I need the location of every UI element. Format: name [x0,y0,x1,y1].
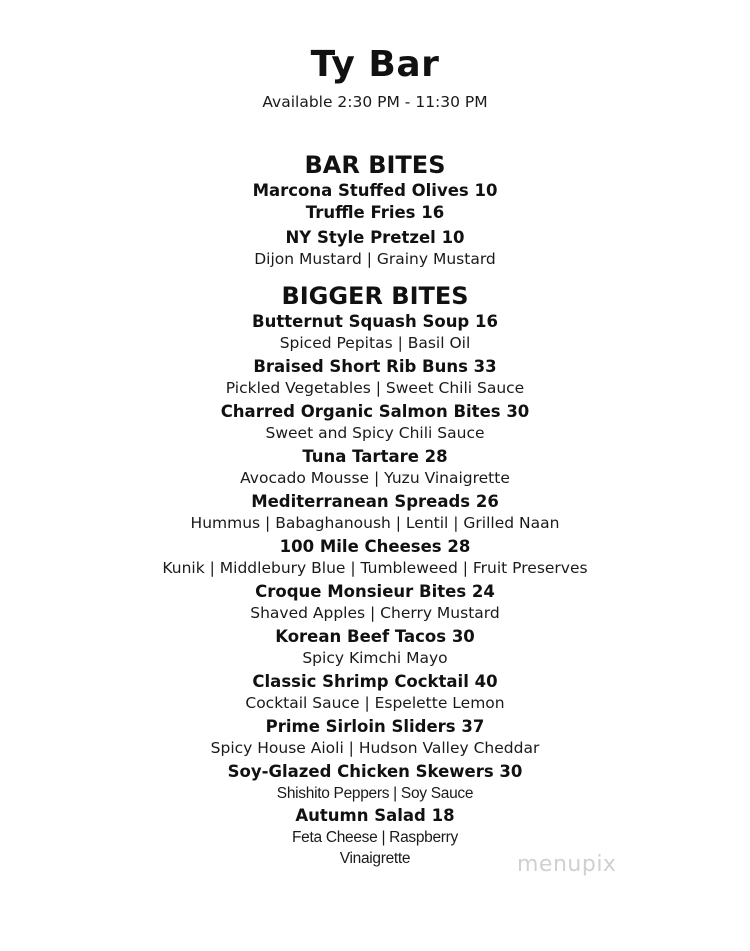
menu-item-description: Sweet and Spicy Chili Sauce [265,424,485,442]
section-title-bigger-bites: BIGGER BITES [281,282,469,310]
menu-item-name: Mediterranean Spreads 26 [251,492,499,511]
menu-item-name: Braised Short Rib Buns 33 [253,357,497,376]
menu-item-name: NY Style Pretzel 10 [285,228,465,247]
menu-item-name: Soy-Glazed Chicken Skewers 30 [227,762,523,781]
menu-item-description: Spicy Kimchi Mayo [302,649,448,667]
availability-hours: Available 2:30 PM - 11:30 PM [262,93,488,111]
menu-item-description: Spicy House Aioli | Hudson Valley Cheddar [210,739,540,757]
menu-item-description: Shishito Peppers | Soy Sauce [276,785,474,802]
menu-item-name: Butternut Squash Soup 16 [252,312,498,331]
menu-item-description: Avocado Mousse | Yuzu Vinaigrette [240,469,510,487]
menu-item-description-continued: Vinaigrette [339,850,411,867]
menu-item-name: Prime Sirloin Sliders 37 [265,717,485,736]
menu-item-name: Croque Monsieur Bites 24 [255,582,495,601]
menu-item-description: Cocktail Sauce | Espelette Lemon [245,694,505,712]
menu-item-name: Tuna Tartare 28 [302,447,448,466]
menu-item-description: Hummus | Babaghanoush | Lentil | Grilled Naan [190,514,560,532]
section-title-bar-bites: BAR BITES [304,151,446,179]
menu-item-description: Kunik | Middlebury Blue | Tumbleweed | Fruit Preserves [162,559,588,577]
menu-item-name: Marcona Stuffed Olives 10 [252,181,498,200]
section-bar-bites [0,150,750,269]
menu-item-name: 100 Mile Cheeses 28 [279,537,471,556]
section-bigger-bites [0,281,750,869]
menu-item-name: Charred Organic Salmon Bites 30 [220,402,530,421]
menu-item-description: Dijon Mustard | Grainy Mustard [254,250,496,268]
menu-item-name: Korean Beef Tacos 30 [275,627,475,646]
menu-item-description: Pickled Vegetables | Sweet Chili Sauce [225,379,525,397]
menu-item-name: Classic Shrimp Cocktail 40 [252,672,498,691]
menu-title: Ty Bar [310,44,440,85]
watermark-logo: menupix [517,852,617,877]
menu-item-description: Spiced Pepitas | Basil Oil [279,334,471,352]
menu-item-name: Truffle Fries 16 [305,203,445,222]
menu-item-description: Shaved Apples | Cherry Mustard [250,604,500,622]
menu-item-name: Autumn Salad 18 [295,806,455,825]
menu-item-description: Feta Cheese | Raspberry [292,829,458,846]
